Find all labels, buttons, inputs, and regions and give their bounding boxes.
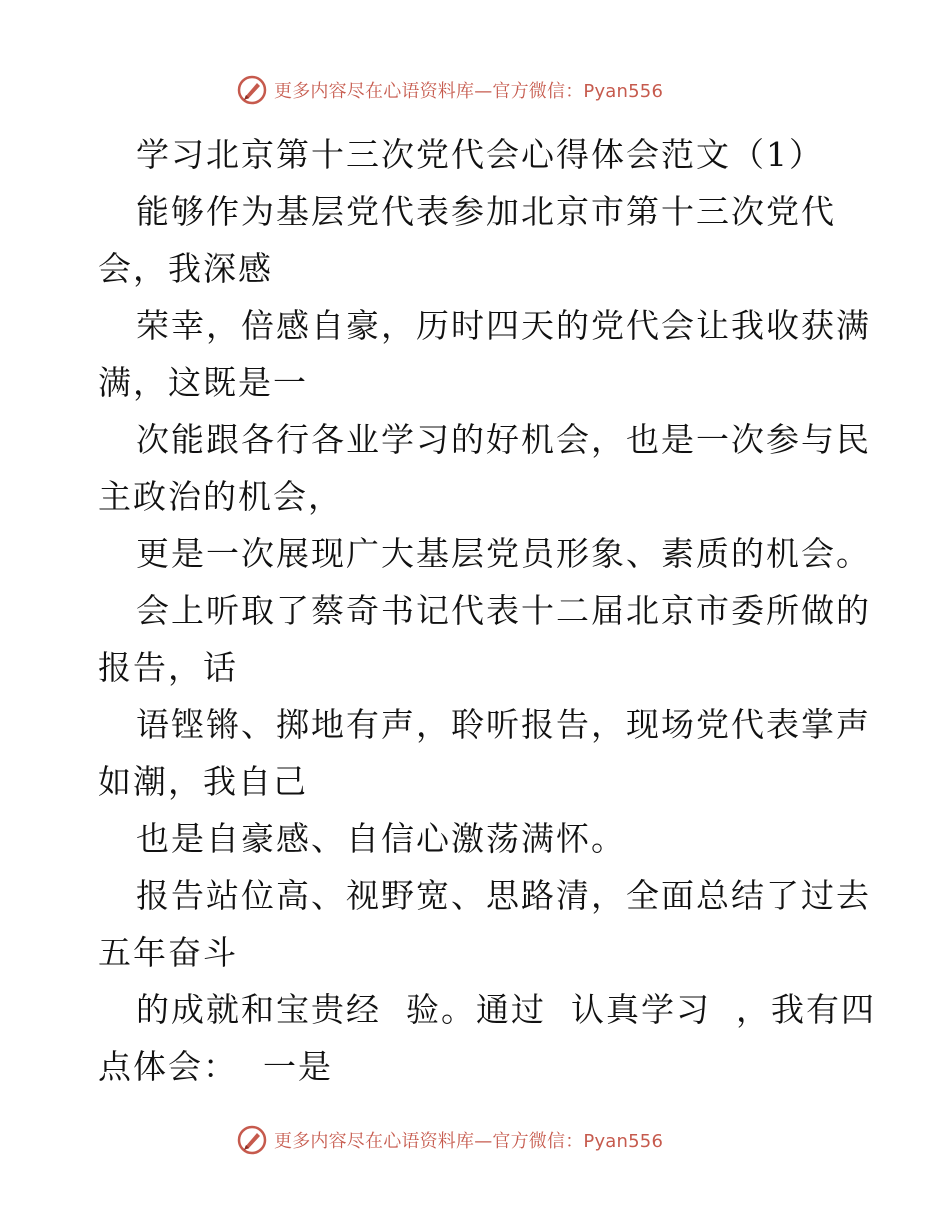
document-body <box>98 126 876 1095</box>
text-line: 更是一次展现广大基层党员形象、素质的机会。 <box>136 534 871 573</box>
footer-watermark-text: 更多内容尽在心语资料库—官方微信：Pyan556 <box>274 1131 664 1152</box>
text-line: 也是自豪感、自信心激荡满怀。 <box>136 819 626 858</box>
text-line: 次能跟各行各业学习的好机会，也是一次参与民 <box>136 420 871 459</box>
text-line: 如潮，我自己 <box>98 762 308 801</box>
text-line: 能够作为基层党代表参加北京市第十三次党代 <box>136 192 836 231</box>
text-line: 五年奋斗 <box>98 933 238 972</box>
text-line: 报告站位高、视野宽、思路清，全面总结了过去 <box>136 876 871 915</box>
text-line: 报告，话 <box>98 648 238 687</box>
text-line: 的成就和宝贵经 验。通过 认真学习 ，我有四 <box>136 990 876 1029</box>
text-line: 荣幸，倍感自豪，历时四天的党代会让我收获满 <box>136 306 871 345</box>
text-line: 主政治的机会， <box>98 477 343 516</box>
pen-logo-icon <box>236 74 268 106</box>
pen-logo-icon <box>236 1124 268 1156</box>
header-watermark <box>236 72 663 108</box>
footer-watermark <box>236 1122 663 1158</box>
header-watermark-text: 更多内容尽在心语资料库—官方微信：Pyan556 <box>274 81 664 102</box>
text-line: 会，我深感 <box>98 249 273 288</box>
text-line: 点体会： 一是 <box>98 1047 333 1086</box>
text-line: 会上听取了蔡奇书记代表十二届北京市委所做的 <box>136 591 871 630</box>
text-line: 满，这既是一 <box>98 363 308 402</box>
document-title: 学习北京第十三次党代会心得体会范文（1） <box>136 135 824 174</box>
text-line: 语铿锵、掷地有声，聆听报告，现场党代表掌声 <box>136 705 871 744</box>
